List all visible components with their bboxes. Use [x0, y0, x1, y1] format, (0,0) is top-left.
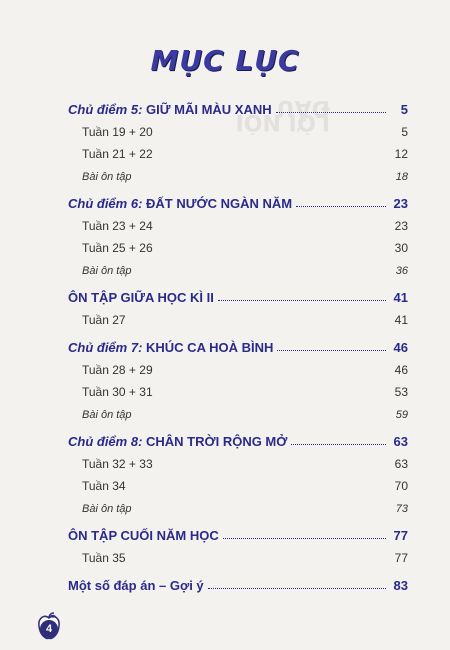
- toc-chapter-label: [68, 290, 214, 305]
- toc-page-number: 23: [393, 196, 408, 211]
- toc-entry-label: Tuần 25 + 26: [82, 241, 153, 255]
- toc-entry-label: Bài ôn tập: [82, 265, 132, 277]
- toc-page-number: 41: [394, 313, 408, 327]
- toc-chapter-row: [68, 281, 408, 305]
- dot-leader: [223, 538, 386, 539]
- toc-entry-label: Bài ôn tập: [82, 171, 132, 183]
- toc-page-number: 59: [395, 409, 408, 421]
- toc-page-number: 46: [394, 363, 408, 377]
- toc-entry-label: Tuần 27: [82, 313, 126, 327]
- toc-chapter-label: [68, 102, 272, 117]
- toc-review-row: [68, 161, 408, 183]
- chapter-name: GIỮ MÃI MÀU XANH: [146, 102, 272, 117]
- toc-page-number: 41: [393, 290, 408, 305]
- toc-page-number: 53: [394, 385, 408, 399]
- dot-leader: [208, 588, 386, 589]
- toc-entry-label: Tuần 32 + 33: [82, 457, 153, 471]
- toc-page-number: 36: [395, 265, 408, 277]
- toc-entry-label: Bài ôn tập: [82, 503, 132, 515]
- chapter-name: KHÚC CA HOÀ BÌNH: [146, 340, 274, 355]
- toc-review-row: [68, 493, 408, 515]
- toc-chapter-label: [68, 434, 287, 449]
- toc-entry-label: Tuần 19 + 20: [82, 125, 153, 139]
- toc-entry-label: Tuần 23 + 24: [82, 219, 153, 233]
- chapter-prefix: Chủ điểm 8:: [68, 434, 147, 449]
- chapter-name: CHÂN TRỜI RỘNG MỞ: [146, 434, 288, 449]
- toc-chapter-row: [68, 569, 408, 593]
- dot-leader: [276, 112, 386, 113]
- toc-week-row: [68, 355, 408, 377]
- toc-week-row: [68, 471, 408, 493]
- dot-leader: [291, 444, 386, 445]
- table-of-contents: [68, 93, 408, 593]
- toc-page-number: 46: [393, 340, 408, 355]
- toc-review-row: [68, 255, 408, 277]
- toc-page-number: 23: [394, 219, 408, 233]
- chapter-prefix: Chủ điểm 5:: [68, 102, 147, 117]
- toc-page-number: 77: [393, 528, 408, 543]
- toc-entry-label: Tuần 34: [82, 479, 126, 493]
- dot-leader: [218, 300, 386, 301]
- toc-chapter-label: [68, 528, 219, 543]
- toc-entry-label: Bài ôn tập: [82, 409, 132, 421]
- toc-page-number: 12: [394, 147, 408, 161]
- toc-week-row: [68, 117, 408, 139]
- chapter-name: ÔN TẬP CUỐI NĂM HỌC: [68, 528, 219, 543]
- chapter-prefix: Chủ điểm 6:: [68, 196, 147, 211]
- toc-week-row: [68, 449, 408, 471]
- toc-chapter-label: [68, 340, 273, 355]
- toc-chapter-row: [68, 425, 408, 449]
- toc-page-number: 73: [395, 503, 408, 515]
- toc-page-number: 5: [400, 102, 408, 117]
- toc-page-number: 18: [395, 171, 408, 183]
- chapter-prefix: Chủ điểm 7:: [68, 340, 147, 355]
- page-number: 4: [40, 620, 58, 638]
- toc-page-number: 63: [393, 434, 408, 449]
- toc-chapter-row: [68, 93, 408, 117]
- toc-entry-label: Tuần 35: [82, 551, 126, 565]
- toc-chapter-label: [68, 196, 292, 211]
- toc-chapter-row: [68, 187, 408, 211]
- toc-review-row: [68, 399, 408, 421]
- toc-week-row: [68, 139, 408, 161]
- toc-week-row: [68, 543, 408, 565]
- toc-entry-label: Tuần 30 + 31: [82, 385, 153, 399]
- toc-page-number: 70: [394, 479, 408, 493]
- toc-chapter-row: [68, 519, 408, 543]
- toc-week-row: [68, 377, 408, 399]
- toc-page-number: 77: [394, 551, 408, 565]
- toc-page-number: 30: [394, 241, 408, 255]
- dot-leader: [296, 206, 386, 207]
- toc-chapter-label: [68, 578, 204, 593]
- toc-page-number: 83: [393, 578, 408, 593]
- toc-page-number: 5: [401, 125, 408, 139]
- toc-week-row: [68, 305, 408, 327]
- toc-week-row: [68, 233, 408, 255]
- chapter-name: ÔN TẬP GIỮA HỌC KÌ II: [68, 290, 214, 305]
- chapter-name: Một số đáp án – Gợi ý: [68, 578, 204, 593]
- toc-page-number: 63: [394, 457, 408, 471]
- toc-entry-label: Tuần 21 + 22: [82, 147, 153, 161]
- toc-chapter-row: [68, 331, 408, 355]
- bleed-through-texture: LỜI NÓI ĐẦU: [235, 95, 330, 134]
- toc-week-row: [68, 211, 408, 233]
- toc-entry-label: Tuần 28 + 29: [82, 363, 153, 377]
- chapter-name: ĐẤT NƯỚC NGÀN NĂM: [146, 196, 293, 211]
- dot-leader: [277, 350, 386, 351]
- page-title: MỤC LỤC: [150, 44, 300, 77]
